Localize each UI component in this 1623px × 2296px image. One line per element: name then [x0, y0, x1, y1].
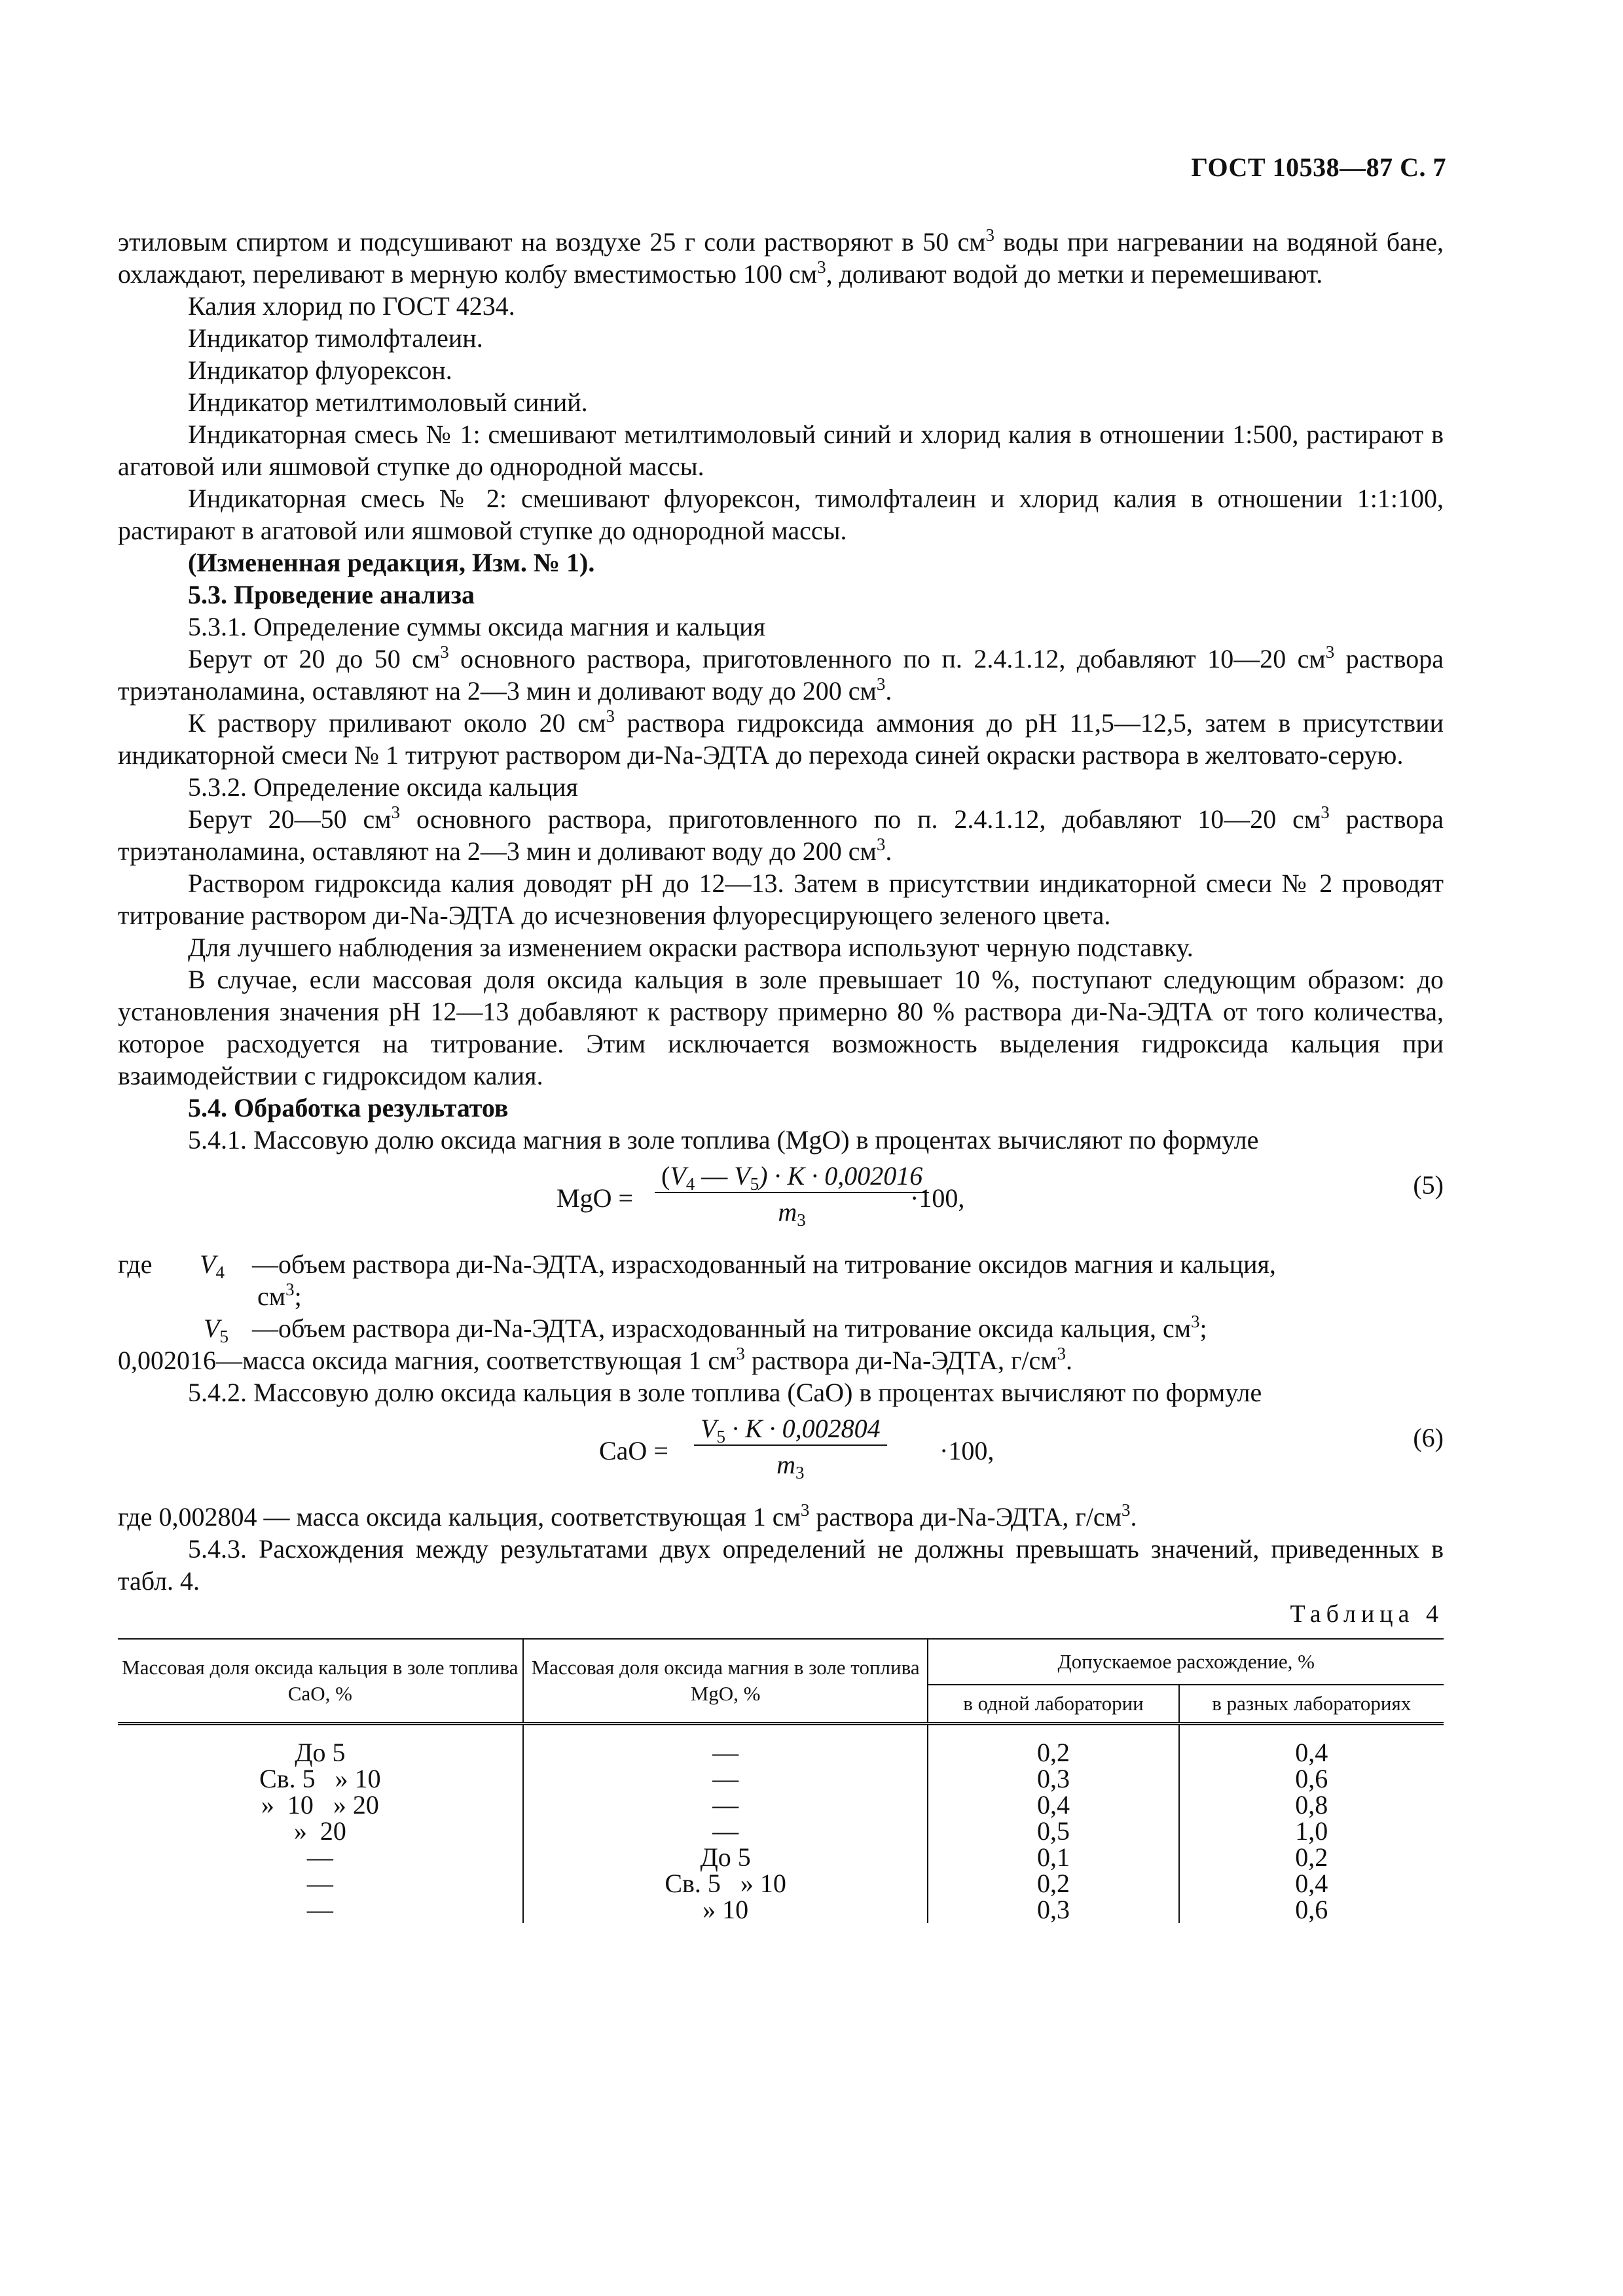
text: .: [1130, 1502, 1137, 1532]
formula-denominator: [655, 1193, 929, 1228]
table-cell: —: [306, 1895, 333, 1924]
table-cell: 0,6: [1179, 1766, 1444, 1792]
paragraph: Индикаторная смесь № 1: смешивают метилтимоловый синий и хлорид калия в отношении 1:500, растирают в агатовой или яшмовой ступке до однородной массы.: [118, 420, 1444, 481]
superscript: 3: [985, 225, 995, 245]
table-cell: 0,4: [1179, 1871, 1444, 1897]
text: —объем раствора ди-Na-ЭДТА, израсходованный на титрование оксидов магния и кальция,: [252, 1249, 1276, 1279]
definition-row: [118, 1248, 1444, 1312]
subscript: 4: [215, 1263, 225, 1282]
table-cell: До 5: [295, 1738, 346, 1767]
table-cell: —: [523, 1818, 928, 1844]
subsection-heading: 5.3.1. Определение суммы оксида магния и кальция: [188, 612, 765, 641]
column-header-different-labs: в разных лабораториях: [1179, 1685, 1444, 1724]
paragraph: [118, 707, 1444, 771]
table-row: [118, 1724, 1444, 1767]
text: ;: [1199, 1314, 1207, 1343]
table-cell: —: [306, 1842, 333, 1872]
text: —: [695, 1161, 735, 1191]
text: основного раствора, приготовленного по п. 2.4.1.12, добавляют 10—20 см: [448, 644, 1326, 673]
text: раствора триэтаноламина, оставляют на 2—3 мин и доливают воду до 200 см: [118, 804, 1444, 866]
text: (: [661, 1161, 670, 1191]
paragraph: Индикатор метилтимоловый синий.: [188, 387, 588, 417]
formula-lhs: CaO =: [599, 1436, 668, 1465]
symbol: [200, 1248, 252, 1312]
text: ;: [294, 1282, 302, 1311]
text: где 0,002804 — масса оксида кальция, соответствующая 1 см: [118, 1502, 801, 1532]
text: · K · 0,002804: [725, 1414, 881, 1443]
subscript: 5: [219, 1327, 228, 1346]
table-cell: » 10: [523, 1897, 928, 1923]
table-cell: 0,3: [928, 1766, 1178, 1792]
formula-number: (6): [1413, 1423, 1444, 1452]
paragraph: Калия хлорид по ГОСТ 4234.: [188, 291, 515, 321]
paragraph: Индикатор флуорексон.: [188, 355, 452, 385]
definition-text: [252, 1312, 1444, 1344]
where-label: где: [118, 1249, 153, 1279]
subscript: 3: [797, 1210, 806, 1230]
table-cell: —: [306, 1869, 333, 1898]
amendment-note: (Измененная редакция, Изм. № 1).: [188, 548, 595, 577]
paragraph: 5.4.2. Массовую долю оксида кальция в золе топлива (CaO) в процентах вычисляют по формуле: [188, 1378, 1262, 1407]
text: раствора триэтаноламина, оставляют на 2—3 мин и доливают воду до 200 см: [118, 644, 1444, 706]
superscript: 3: [876, 834, 886, 854]
paragraph: Для лучшего наблюдения за изменением окраски раствора используют черную подставку.: [188, 933, 1194, 962]
table-cell: 0,1: [928, 1844, 1178, 1871]
paragraph: Раствором гидроксида калия доводят pH до 12—13. Затем в присутствии индикаторной смеси № 2 проводят титрование раствором ди-Na-ЭДТА до исчезновения флуоресцирующего зеленого цвета.: [118, 869, 1444, 930]
table-cell: 0,3: [928, 1897, 1178, 1923]
superscript: 3: [876, 674, 886, 694]
text: раствора ди-Na-ЭДТА, г/см: [809, 1502, 1122, 1532]
text: V: [200, 1249, 216, 1279]
text: см: [257, 1282, 286, 1311]
paragraph: [118, 643, 1444, 707]
formula-denominator: [694, 1446, 887, 1480]
superscript: 3: [1191, 1312, 1200, 1331]
text: этиловым спиртом и подсушивают на воздухе 25 г соли растворяют в 50 см: [118, 227, 986, 257]
paragraph: В случае, если массовая доля оксида кальция в золе превышает 10 %, поступают следующим образом: до установления значения pH 12—13 добавляют к раствору примерно 80 % раствора ди-Na-ЭДТА от того количества, которое расходуется на титрование. Этим исключается возможность выделения гидроксида кальция при взаимодействии с гидроксидом калия.: [118, 965, 1444, 1090]
subsection-heading: 5.3.2. Определение оксида кальция: [188, 772, 578, 802]
formula-multiplier: ·100,: [939, 1436, 994, 1465]
subscript: 4: [685, 1174, 695, 1194]
text: , доливают водой до метки и перемешивают.: [826, 259, 1323, 289]
constant: 0,002016: [118, 1346, 216, 1375]
text: V: [701, 1414, 717, 1443]
variable-definitions: [118, 1248, 1444, 1344]
table-cell: До 5: [523, 1844, 928, 1871]
formula-multiplier: ·100,: [910, 1183, 965, 1213]
tolerance-table: [118, 1638, 1444, 1923]
spacer: [118, 1312, 200, 1344]
formula-numerator: [655, 1160, 929, 1193]
superscript: 3: [1057, 1344, 1067, 1363]
table-cell: —: [523, 1792, 928, 1818]
definition-text: [252, 1248, 1444, 1312]
text: раствора ди-Na-ЭДТА, г/см: [744, 1346, 1057, 1375]
definition-row: [118, 1312, 1444, 1344]
text: Берут от 20 до 50 см: [188, 644, 441, 673]
table-header-row: [118, 1639, 1444, 1685]
table-row: [118, 1844, 1444, 1871]
text: m: [778, 1197, 797, 1227]
formula-5: [118, 1160, 1444, 1242]
text: —масса оксида магния, соответствующая 1 см: [216, 1346, 737, 1375]
text: .: [1066, 1346, 1073, 1375]
table-cell: 0,5: [928, 1818, 1178, 1844]
text: К раствору приливают около 20 см: [188, 708, 606, 738]
table-cell: 0,4: [1179, 1724, 1444, 1767]
superscript: 3: [817, 257, 826, 277]
superscript: 3: [736, 1344, 745, 1363]
paragraph: [118, 226, 1444, 290]
symbol: [200, 1312, 252, 1344]
table-cell: » 10 » 20: [261, 1790, 379, 1820]
superscript: 3: [800, 1500, 810, 1520]
text: основного раствора, приготовленного по п. 2.4.1.12, добавляют 10—20 см: [400, 804, 1321, 834]
table-cell: » 20: [293, 1816, 346, 1846]
text: .: [885, 836, 892, 866]
text: V: [670, 1161, 686, 1191]
column-header-mgo: Массовая доля оксида магния в золе топлива MgO, %: [523, 1639, 928, 1724]
column-header-tolerance: Допускаемое расхождение, %: [928, 1639, 1444, 1685]
formula-6: [118, 1412, 1444, 1494]
table-cell: Св. 5 » 10: [523, 1871, 928, 1897]
table-row: [118, 1792, 1444, 1818]
text: .: [885, 676, 892, 706]
superscript: 3: [440, 642, 449, 662]
formula-fraction: [694, 1412, 887, 1480]
formula-fraction: [655, 1160, 929, 1228]
superscript: 3: [606, 706, 615, 726]
formula-numerator: [694, 1412, 887, 1446]
text: ) · K · 0,002016: [759, 1161, 923, 1191]
table-cell: 0,8: [1179, 1792, 1444, 1818]
column-header-cao: Массовая доля оксида кальция в золе топлива CaO, %: [118, 1639, 523, 1724]
text: m: [776, 1450, 795, 1479]
table-row: [118, 1818, 1444, 1844]
definition-text: [118, 1344, 1444, 1376]
table-row: [118, 1871, 1444, 1897]
text: V: [734, 1161, 750, 1191]
superscript: 3: [391, 802, 401, 822]
subscript: 5: [750, 1174, 759, 1194]
table-cell: —: [523, 1724, 928, 1767]
table-cell: 0,2: [928, 1724, 1178, 1767]
formula-number: (5): [1413, 1170, 1444, 1200]
superscript: 3: [285, 1280, 295, 1299]
text: раствора гидроксида аммония до pH 11,5—12,5, затем в присутствии индикаторной смеси № 1 титруют раствором ди-Na-ЭДТА до перехода синей окраски раствора в желтовато-серую.: [118, 708, 1444, 770]
paragraph: 5.4.3. Расхождения между результатами двух определений не должны превышать значений, приведенных в табл. 4.: [118, 1534, 1444, 1596]
text: —объем раствора ди-Na-ЭДТА, израсходованный на титрование оксида кальция, см: [252, 1314, 1192, 1343]
table-cell: 0,4: [928, 1792, 1178, 1818]
table-cell: 0,2: [928, 1871, 1178, 1897]
subscript: 3: [795, 1463, 805, 1482]
superscript: 3: [1325, 642, 1335, 662]
column-header-same-lab: в одной лаборатории: [928, 1685, 1178, 1724]
section-heading: 5.4. Обработка результатов: [188, 1093, 509, 1122]
formula-lhs: MgO =: [556, 1183, 634, 1213]
table-cell: 0,2: [1179, 1844, 1444, 1871]
table-row: [118, 1766, 1444, 1792]
table-body: [118, 1724, 1444, 1924]
text: Берут 20—50 см: [188, 804, 392, 834]
paragraph: Индикатор тимолфталеин.: [188, 323, 483, 353]
superscript: 3: [1122, 1500, 1131, 1520]
paragraph: [118, 803, 1444, 867]
table-cell: —: [523, 1766, 928, 1792]
table-caption: Таблица 4: [1290, 1600, 1444, 1628]
paragraph: Индикаторная смесь № 2: смешивают флуорексон, тимолфталеин и хлорид калия в отношении 1:1:100, растирают в агатовой или яшмовой ступке до однородной массы.: [118, 484, 1444, 545]
document-body: [118, 226, 1444, 1923]
paragraph: 5.4.1. Массовую долю оксида магния в золе топлива (MgO) в процентах вычисляют по формуле: [188, 1125, 1259, 1155]
page-header: ГОСТ 10538—87 С. 7: [1191, 152, 1446, 182]
table-row: [118, 1897, 1444, 1923]
table-cell: Св. 5 » 10: [259, 1764, 381, 1793]
section-heading: 5.3. Проведение анализа: [188, 580, 475, 609]
subscript: 5: [716, 1427, 725, 1446]
paragraph: [118, 1501, 1444, 1533]
table-cell: 0,6: [1179, 1897, 1444, 1923]
table-cell: 1,0: [1179, 1818, 1444, 1844]
text: V: [204, 1314, 220, 1343]
text: воды при нагревании на водяной бане, охлаждают, переливают в мерную колбу вместимостью 100 см: [118, 227, 1444, 289]
superscript: 3: [1321, 802, 1330, 822]
